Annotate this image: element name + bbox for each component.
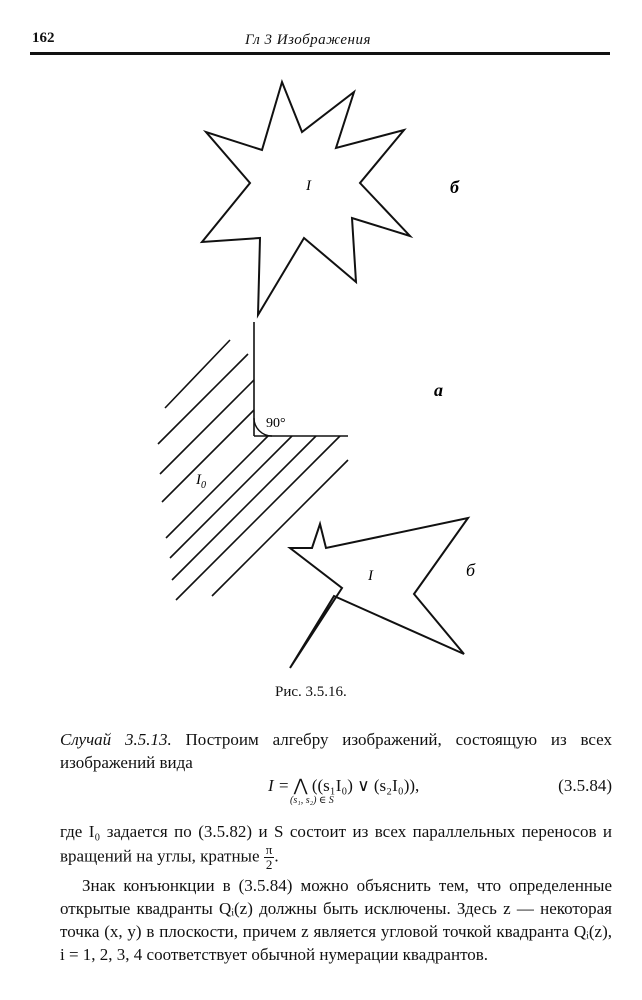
bottom-panel-letter: б	[466, 560, 476, 580]
paragraph-case	[60, 728, 612, 774]
irregular-star	[290, 518, 468, 668]
formula-lhs: I =	[268, 776, 294, 795]
formula-body: ((s₁I₀) ∨ (s₂I₀)),	[307, 776, 420, 795]
where-text: где I₀ задается по (3.5.82) и S состоит из всех параллельных переносов и вращений на углы, кратные	[60, 822, 612, 866]
header-rule	[30, 52, 610, 55]
equation-number: (3.5.84)	[558, 776, 612, 795]
fraction-pi-over-2: $\frac{\pi}{2}$	[265, 842, 273, 872]
eight-pointed-star	[202, 82, 410, 315]
paragraph-where: где I₀ задается по (3.5.82) и S состоит из всех параллельных переносов и вращений на углы, кратные $\frac{\pi}{2}$ .	[60, 822, 612, 872]
formula-subscript: (s₁, s₂) ∈ S	[290, 795, 334, 806]
irregular-region-label: I	[368, 568, 373, 584]
quadrant-region-label: $I_0$	[196, 472, 206, 491]
formula-3-5-84	[60, 776, 612, 806]
figure-caption: Рис. 3.5.16.	[275, 684, 347, 700]
top-panel-letter: б	[450, 177, 459, 197]
middle-panel-letter: а	[434, 380, 443, 400]
angle-label: 90°	[266, 416, 286, 431]
figure-3-5-16	[0, 60, 642, 680]
page-number: 162	[32, 30, 55, 46]
paragraph-conjunction: Знак конъюнкции в (3.5.84) можно объяснить тем, что определенные открытые квадранты Qᵢ(z) должны быть исключены. Здесь z — некоторая точка (x, y) в плоскости, причем z является угловой точкой квадранта Qᵢ(z), i = 1, 2, 3, 4 соответствует обычной нумерации квадрантов.	[60, 876, 612, 964]
formula-conjunction: ⋀	[293, 776, 308, 795]
hatched-quadrant	[158, 322, 348, 600]
running-head: Гл 3 Изображения	[245, 32, 371, 48]
star-region-label: I	[306, 178, 311, 194]
case-label: Случай 3.5.13.	[60, 730, 172, 749]
case-text: Построим алгебру изображений, состоящую из всех изображений вида	[60, 730, 612, 772]
